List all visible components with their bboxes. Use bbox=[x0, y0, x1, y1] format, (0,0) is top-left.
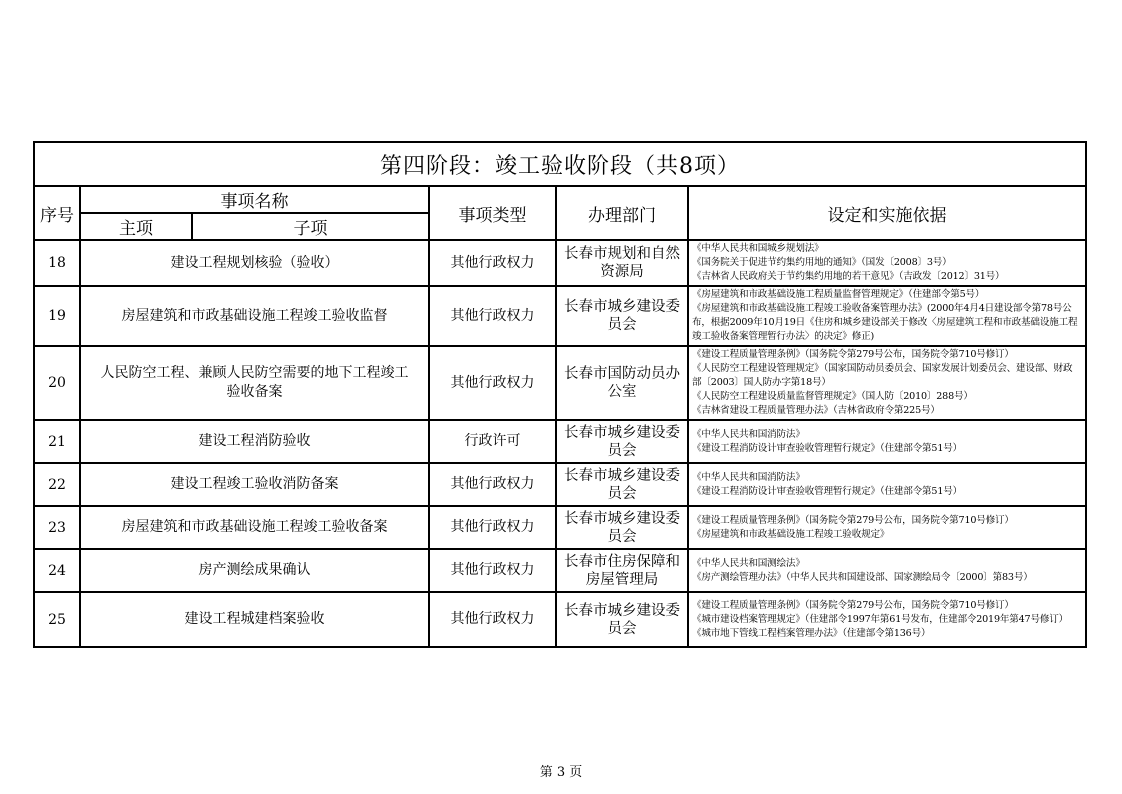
row-item-type: 其他行政权力 bbox=[429, 240, 556, 286]
table-row bbox=[34, 549, 1086, 592]
row-basis bbox=[688, 240, 1086, 286]
row-seq: 23 bbox=[34, 506, 80, 549]
row-department: 长春市规划和自然资源局 bbox=[556, 240, 688, 286]
row-item-name: 建设工程竣工验收消防备案 bbox=[80, 463, 429, 506]
row-item-type: 其他行政权力 bbox=[429, 592, 556, 647]
row-item-type: 行政许可 bbox=[429, 420, 556, 463]
row-seq: 22 bbox=[34, 463, 80, 506]
basis-line: 《中华人民共和国消防法》 bbox=[692, 428, 805, 440]
row-department: 长春市城乡建设委员会 bbox=[556, 463, 688, 506]
basis-line: 《建设工程质量管理条例》（国务院令第279号公布，国务院令第710号修订） bbox=[692, 514, 1014, 526]
basis-line: 《中华人民共和国消防法》 bbox=[692, 471, 805, 483]
row-item-name: 建设工程城建档案验收 bbox=[80, 592, 429, 647]
table-row bbox=[34, 506, 1086, 549]
row-seq: 18 bbox=[34, 240, 80, 286]
basis-line: 《建设工程消防设计审查验收管理暂行规定》（住建部令第51号） bbox=[692, 485, 963, 497]
row-basis bbox=[688, 549, 1086, 592]
row-seq: 19 bbox=[34, 286, 80, 346]
row-department: 长春市城乡建设委员会 bbox=[556, 506, 688, 549]
table-title: 第四阶段：竣工验收阶段（共8项） bbox=[34, 142, 1086, 186]
row-item-name: 建设工程规划核验（验收） bbox=[80, 240, 429, 286]
row-department: 长春市住房保障和房屋管理局 bbox=[556, 549, 688, 592]
basis-line: 《人民防空工程建设管理规定》（国家国防动员委员会、国家发展计划委员会、建设部、财政部〔2003〕国人防办字第18号） bbox=[692, 363, 1073, 388]
row-basis bbox=[688, 592, 1086, 647]
basis-line: 《建设工程质量管理条例》（国务院令第279号公布，国务院令第710号修订） bbox=[692, 599, 1014, 611]
table-row bbox=[34, 463, 1086, 506]
row-item-type: 其他行政权力 bbox=[429, 506, 556, 549]
basis-line: 《中华人民共和国测绘法》 bbox=[692, 557, 805, 569]
basis-line: 《房屋建筑和市政基础设施工程竣工验收规定》 bbox=[692, 528, 890, 540]
row-item-type: 其他行政权力 bbox=[429, 549, 556, 592]
header-basis: 设定和实施依据 bbox=[688, 186, 1086, 240]
header-department: 办理部门 bbox=[556, 186, 688, 240]
table-row bbox=[34, 286, 1086, 346]
page-number: 第 3 页 bbox=[539, 765, 583, 780]
basis-line: 《吉林省建设工程质量管理办法》（吉林省政府令第225号） bbox=[692, 405, 940, 416]
header-main-item: 主项 bbox=[80, 213, 192, 240]
basis-line: 《房产测绘管理办法》（中华人民共和国建设部、国家测绘局令〔2000〕第83号） bbox=[692, 571, 1033, 583]
approval-items-table bbox=[33, 141, 1087, 648]
approval-table-container bbox=[33, 141, 1085, 648]
table-row bbox=[34, 420, 1086, 463]
row-item-type: 其他行政权力 bbox=[429, 346, 556, 420]
basis-line: 《吉林省人民政府关于节约集约用地的若干意见》（吉政发〔2012〕31号） bbox=[692, 271, 1005, 282]
row-basis bbox=[688, 286, 1086, 346]
table-row bbox=[34, 240, 1086, 286]
row-department: 长春市城乡建设委员会 bbox=[556, 286, 688, 346]
table-row bbox=[34, 346, 1086, 420]
row-seq: 21 bbox=[34, 420, 80, 463]
basis-line: 《建设工程消防设计审查验收管理暂行规定》（住建部令第51号） bbox=[692, 442, 963, 454]
row-seq: 24 bbox=[34, 549, 80, 592]
row-basis bbox=[688, 346, 1086, 420]
basis-line: 《房屋建筑和市政基础设施工程竣工验收备案管理办法》(2000年4月4日建设部令第78号公布，根据2009年10月19日《住房和城乡建设部关于修改〈房屋建筑工程和市政基础设施工程竣工验收备案管理暂行办法〉的决定》修正) bbox=[692, 303, 1078, 342]
table-row bbox=[34, 592, 1086, 647]
basis-line: 《城市建设档案管理规定》（住建部令1997年第61号发布，住建部令2019年第47号修订） bbox=[692, 613, 1069, 625]
basis-line: 《中华人民共和国城乡规划法》 bbox=[692, 243, 824, 254]
row-item-type: 其他行政权力 bbox=[429, 286, 556, 346]
basis-line: 《国务院关于促进节约集约用地的通知》（国发〔2008〕3号） bbox=[692, 257, 952, 268]
header-item-name: 事项名称 bbox=[80, 186, 429, 213]
basis-line: 《人民防空工程建设质量监督管理规定》（国人防〔2010〕288号） bbox=[692, 391, 973, 402]
header-item-type: 事项类型 bbox=[429, 186, 556, 240]
row-seq: 25 bbox=[34, 592, 80, 647]
row-item-name: 房屋建筑和市政基础设施工程竣工验收监督 bbox=[80, 286, 429, 346]
basis-line: 《建设工程质量管理条例》（国务院令第279号公布，国务院令第710号修订） bbox=[692, 349, 1014, 360]
row-department: 长春市城乡建设委员会 bbox=[556, 592, 688, 647]
row-item-name: 建设工程消防验收 bbox=[80, 420, 429, 463]
row-item-name: 房屋建筑和市政基础设施工程竣工验收备案 bbox=[80, 506, 429, 549]
row-item-type: 其他行政权力 bbox=[429, 463, 556, 506]
header-sub-item: 子项 bbox=[192, 213, 429, 240]
row-seq: 20 bbox=[34, 346, 80, 420]
row-department: 长春市城乡建设委员会 bbox=[556, 420, 688, 463]
row-item-name: 人民防空工程、兼顾人民防空需要的地下工程竣工验收备案 bbox=[80, 346, 429, 420]
row-basis bbox=[688, 420, 1086, 463]
basis-line: 《城市地下管线工程档案管理办法》（住建部令第136号） bbox=[692, 627, 931, 639]
row-basis bbox=[688, 463, 1086, 506]
row-item-name: 房产测绘成果确认 bbox=[80, 549, 429, 592]
row-basis bbox=[688, 506, 1086, 549]
header-seq: 序号 bbox=[34, 186, 80, 240]
basis-line: 《房屋建筑和市政基础设施工程质量监督管理规定》（住建部令第5号） bbox=[692, 289, 985, 300]
row-department: 长春市国防动员办公室 bbox=[556, 346, 688, 420]
